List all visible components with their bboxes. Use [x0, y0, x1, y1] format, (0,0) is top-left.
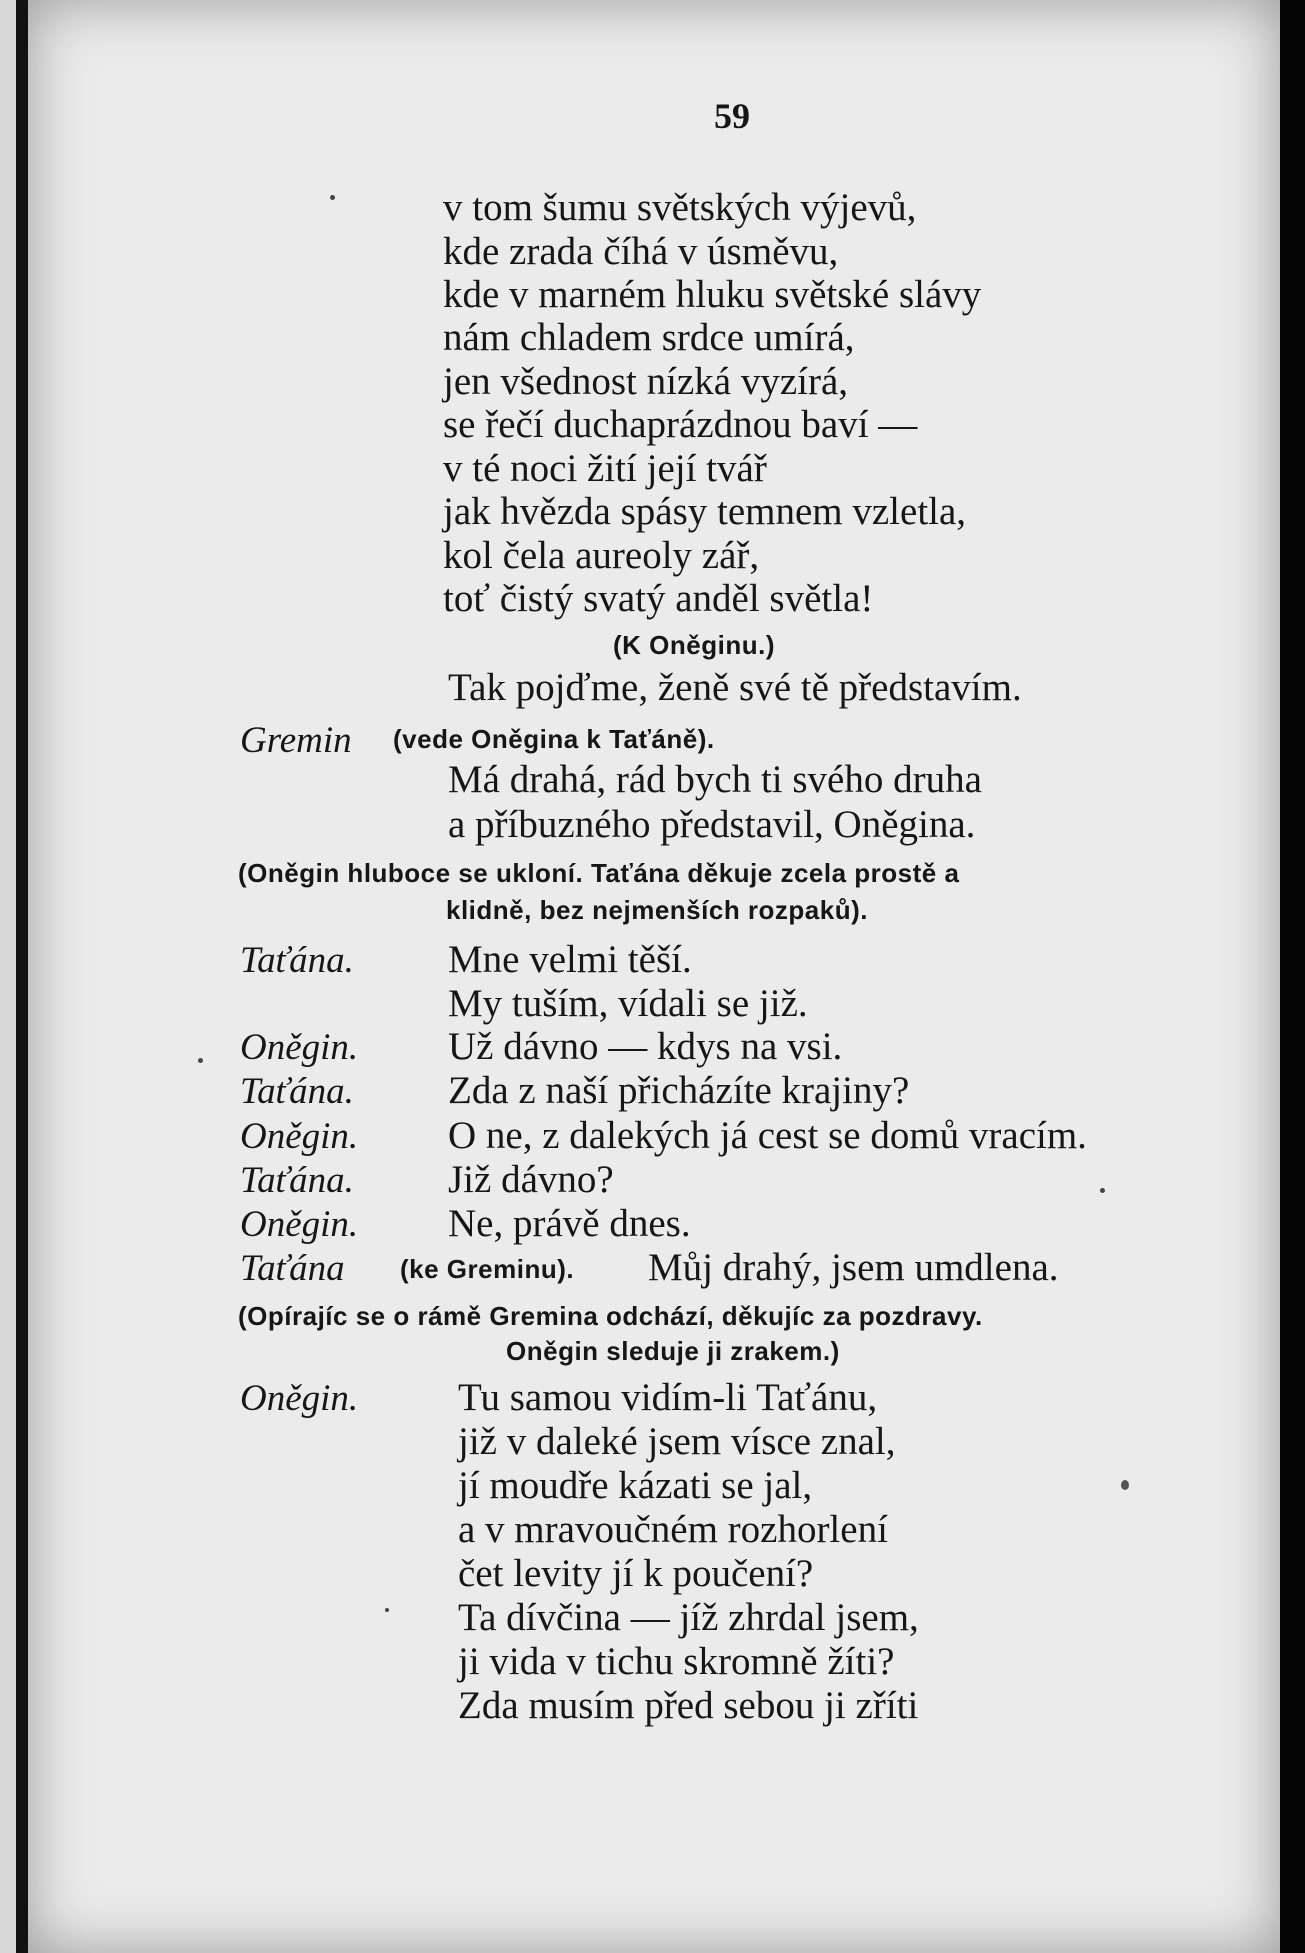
- page-gutter: [0, 0, 28, 1953]
- stage-direction: (vede Oněgina k Taťáně).: [393, 724, 715, 754]
- page-edge: [1280, 0, 1305, 1953]
- verse-line: jak hvězda spásy temnem vzletla,: [443, 490, 967, 533]
- verse-line: nám chladem srdce umírá,: [443, 316, 855, 359]
- stage-direction: (ke Greminu).: [400, 1254, 575, 1284]
- verse-line: kde zrada číhá v úsměvu,: [443, 230, 839, 273]
- dialogue-line: Můj drahý, jsem umdlena.: [648, 1246, 1059, 1289]
- verse-line: ji vida v tichu skromně žíti?: [458, 1640, 895, 1683]
- verse-line: Tu samou vidím-li Taťánu,: [458, 1376, 878, 1419]
- dialogue-line: Již dávno?: [448, 1158, 614, 1201]
- verse-line: jen všednost nízká vyzírá,: [443, 360, 849, 403]
- print-speck: [1121, 1480, 1129, 1490]
- dialogue-line: Už dávno — kdys na vsi.: [448, 1025, 843, 1068]
- verse-line: a v mravoučném rozhorlení: [458, 1508, 888, 1551]
- stage-direction: (Opírajíc se o rámě Gremina odchází, děkujíc za pozdravy.: [238, 1301, 983, 1331]
- print-speck: [385, 1608, 389, 1612]
- print-speck: [1100, 1188, 1105, 1193]
- verse-line: v té noci žití její tvář: [443, 447, 767, 490]
- verse-line: Ta dívčina — jíž zhrdal jsem,: [458, 1596, 919, 1639]
- stage-direction: Oněgin sleduje ji zrakem.): [506, 1336, 840, 1366]
- print-speck: [330, 195, 335, 200]
- verse-line: již v daleké jsem vísce znal,: [458, 1420, 896, 1463]
- speaker-name: Taťána.: [240, 940, 354, 981]
- speaker-name: Oněgin.: [240, 1116, 359, 1157]
- dialogue-line: My tuším, vídali se již.: [448, 982, 808, 1025]
- verse-line: Má drahá, rád bych ti svého druha: [448, 758, 982, 801]
- speaker-name: Gremin: [240, 720, 352, 761]
- speaker-name: Oněgin.: [240, 1027, 359, 1068]
- verse-line: toť čistý svatý anděl světla!: [443, 577, 874, 620]
- dialogue-line: O ne, z dalekých já cest se domů vracím.: [448, 1114, 1087, 1157]
- speaker-name: Taťána: [240, 1248, 345, 1289]
- dialogue-line: Zda z naší přicházíte krajiny?: [448, 1069, 910, 1112]
- dialogue-line: Mne velmi těší.: [448, 938, 692, 981]
- verse-line: v tom šumu světských výjevů,: [443, 186, 917, 229]
- stage-direction: klidně, bez nejmenších rozpaků).: [446, 895, 868, 925]
- speaker-name: Oněgin.: [240, 1204, 359, 1245]
- speaker-name: Taťána.: [240, 1071, 354, 1112]
- verse-line: kol čela aureoly zář,: [443, 534, 760, 577]
- page-number: 59: [714, 96, 750, 136]
- speaker-name: Taťána.: [240, 1160, 354, 1201]
- verse-line: se řečí duchaprázdnou baví —: [443, 403, 918, 446]
- print-speck: [198, 1058, 203, 1063]
- verse-line: jí moudře kázati se jal,: [458, 1464, 813, 1507]
- verse-line: čet levity jí k poučení?: [458, 1552, 814, 1595]
- speaker-name: Oněgin.: [240, 1378, 359, 1419]
- verse-line: Tak pojďme, ženě své tě představím.: [448, 666, 1022, 709]
- verse-line: Zda musím před sebou ji zříti: [458, 1684, 919, 1727]
- dialogue-line: Ne, právě dnes.: [448, 1202, 691, 1245]
- verse-line: kde v marném hluku světské slávy: [443, 273, 982, 316]
- stage-direction: (Oněgin hluboce se ukloní. Taťána děkuje zcela prostě a: [238, 858, 960, 888]
- verse-line: a příbuzného představil, Oněgina.: [448, 803, 976, 846]
- stage-direction: (K Oněginu.): [613, 630, 775, 660]
- book-page: [28, 0, 1280, 1953]
